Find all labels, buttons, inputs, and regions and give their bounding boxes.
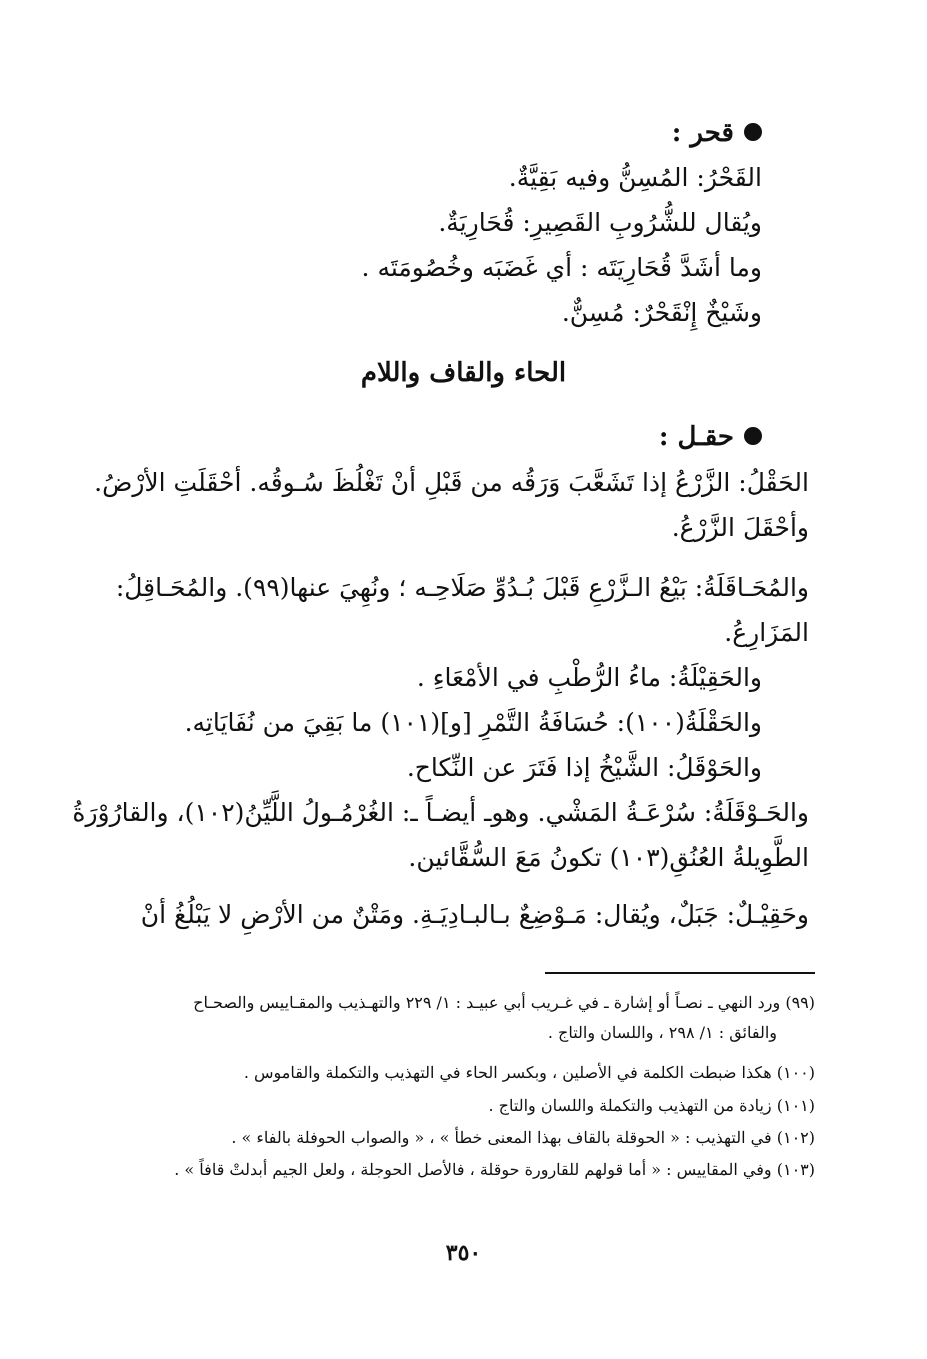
section-heading: الحاء والقاف واللام — [360, 358, 567, 388]
entry-line: والحَـوْقَلَةُ: سُرْعَـةُ المَشْي. وهوـ أيضـاً ـ: الغُرْمُـولُ اللَّيِّنُ(١٠٢)، والقارُوْرَةُ — [72, 798, 809, 827]
entry-line: والحَقْلَةُ(١٠٠): حُسَافَةُ التَّمْرِ [و](١٠١) ما بَقِيَ من نُفَايَاتِه. — [184, 708, 762, 737]
entry-line: وأحْقَلَ الزَّرْعُ. — [671, 513, 809, 542]
entry-line: والحَقِيْلَةُ: ماءُ الرُّطْبِ في الأمْعَاءِ . — [416, 663, 762, 692]
entry-line: المَزَارِعُ. — [724, 618, 809, 647]
bullet-icon — [744, 123, 762, 141]
entry-line: الطَّوِيلةُ العُنُقِ(١٠٣) تكونُ مَعَ السُّقَّائين. — [408, 843, 809, 872]
entry-line: والمُحَـاقَلَةُ: بَيْعُ الـزَّرْعِ قَبْلَ بُـدُوِّ صَلَاحِـه ؛ ونُهِيَ عنها(٩٩). والمُحَـاقِلُ: — [115, 573, 809, 602]
entry-line: ويُقال للشُّرُوبِ القَصِيرِ: قُحَارِيَةٌ. — [438, 208, 762, 237]
footnote-102: (١٠٢) في التهذيب : « الحوقلة بالقاف بهذا المعنى خطأ » ، « والصواب الحوفلة بالفاء » . — [231, 1128, 815, 1147]
headword-text: قحر : — [671, 118, 734, 148]
entry-line: وما أشَدَّ قُحَارِيَتَه : أي غَضَبَه وخُصُومَتَه . — [361, 253, 762, 282]
entry-line: الحَقْلُ: الزَّرْعُ إذا تَشَعَّبَ وَرَقُه من قَبْلِ أنْ تَغْلُظَ سُـوقُه. أحْقَلَتِ الأرْضُ. — [94, 468, 809, 497]
entry-headword-haql — [659, 422, 762, 452]
page-number: ٣٥٠ — [445, 1240, 482, 1266]
footnote-separator — [545, 972, 815, 974]
entry-line: وحَقِيْـلٌ: جَبَلٌ، ويُقال: مَـوْضِعٌ بـالبـادِيَـةِ. ومَتْنٌ من الأرْضِ لا يَبْلُغُ أنْ — [140, 900, 809, 929]
footnote-101: (١٠١) زيادة من التهذيب والتكملة واللسان والتاج . — [488, 1096, 815, 1115]
entry-line: والحَوْقَلُ: الشَّيْخُ إذا فَتَرَ عن النِّكاح. — [406, 753, 762, 782]
footnote-99-cont: والفائق : ١/ ٢٩٨ ، واللسان والتاج . — [547, 1023, 777, 1042]
entry-line: وشَيْخٌ إِنْقَحْرٌ: مُسِنٌّ. — [561, 298, 762, 327]
footnote-100: (١٠٠) هكذا ضبطت الكلمة في الأصلين ، وبكسر الحاء في التهذيب والتكملة والقاموس . — [243, 1063, 815, 1082]
headword-text: حقـل : — [658, 422, 734, 452]
entry-headword-qahr — [672, 118, 762, 148]
footnote-103: (١٠٣) وفي المقاييس : « أما قولهم للقارورة حوقلة ، فالأصل الحوجلة ، ولعل الجيم أبدلتْ قافاً » . — [174, 1160, 815, 1179]
bullet-icon — [744, 427, 762, 445]
entry-line: القَحْرُ: المُسِنُّ وفيه بَقِيَّةٌ. — [508, 163, 762, 192]
footnote-99: (٩٩) ورد النهي ـ نصـاً أو إشارة ـ في غـريب أبي عبيـد : ١/ ٢٢٩ والتهـذيب والمقـاييس والصحـاح — [193, 993, 815, 1012]
